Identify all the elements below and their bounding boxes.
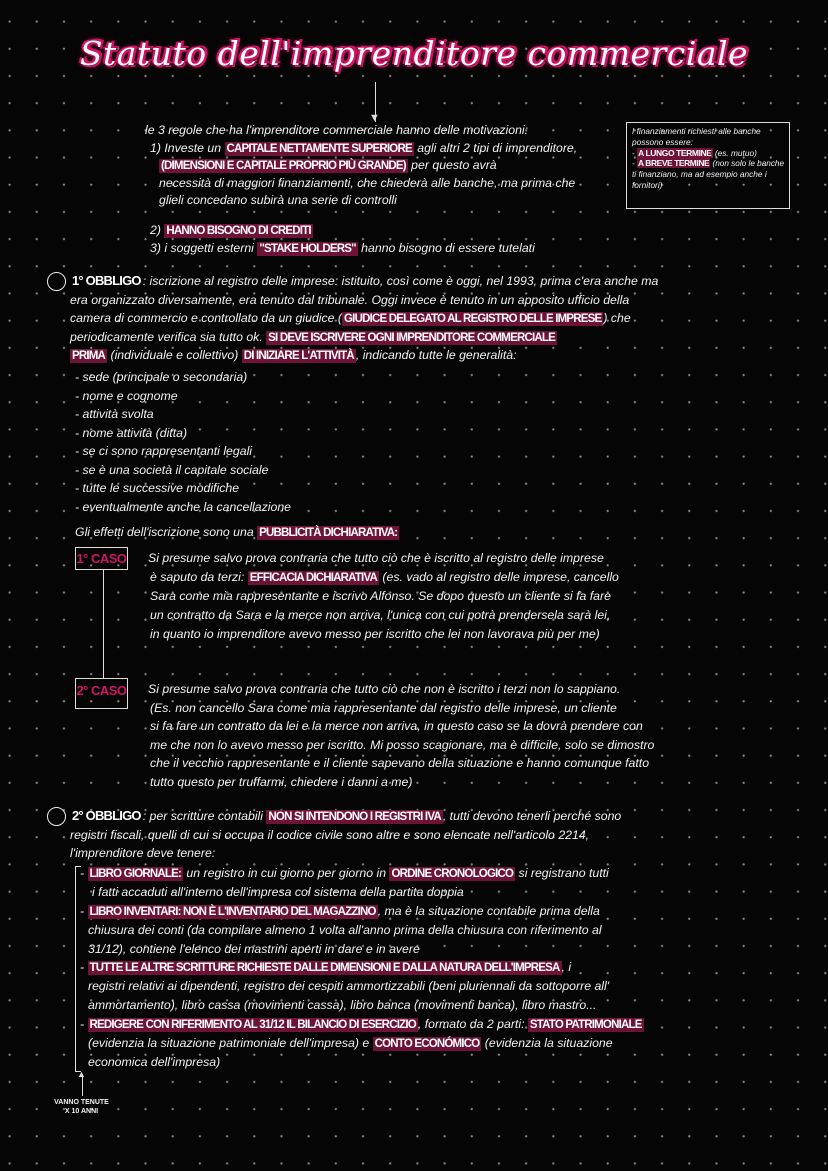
text-line [632,137,786,148]
text-line [70,272,658,291]
text-segment: hanno bisogno di essere tutelati [357,240,535,255]
text-line [632,169,786,180]
text-line [150,140,577,158]
text-segment: ti finanziano, ma ad esempio anche i [632,169,767,180]
text-line [88,1034,644,1053]
connector-line [103,569,104,678]
text-line [159,157,577,175]
caso-2-label: 2° CASO [75,678,128,709]
text-line [80,958,644,977]
effetti-iscrizione [75,523,399,542]
text-segment: un registro in cui giorno per giorno in [183,866,390,880]
text-segment: - [80,960,88,975]
text-line [148,680,654,699]
text-segment: è saputo da terzi: [150,569,248,584]
text-line [75,479,291,498]
text-line [150,222,535,240]
text-line [75,498,291,517]
text-line [70,844,621,863]
text-segment: registri fiscali, quelli di cui si occupa il codice civile sono altre e sono elencate nell'articolo 2214, [70,827,590,842]
text-line [75,368,291,387]
text-segment: 1) Investe un [150,140,225,155]
text-line [70,346,658,365]
text-segment: - eventualmente anche la cancellazione [75,499,292,514]
text-segment: chiusura dei conti (da compilare almeno 1 volta all'anno prima della chiusura con riferimento al [88,922,602,937]
highlighted-text: PRIMA [72,350,106,362]
retention-note: VANNO TENUTE X 10 ANNI [54,1099,109,1115]
highlighted-text: DI INIZIARE L'ATTIVITÀ [243,350,354,362]
text-segment: : per scritture contabili [142,809,267,823]
text-segment: in quanto io imprenditore avevo messo per iscritto che lei non lavorava più per me) [150,626,600,641]
financing-note-text [632,126,786,191]
text-line [632,148,786,159]
text-line [150,717,654,736]
text-segment: necessità di maggiori finanziamenti, che chiederà alle banche, ma prima che [159,175,576,190]
text-line [75,405,291,424]
text-segment: Sara come mia rappresentante e iscrivo Alfonso. Se dopo questo un cliente si fa fare [150,588,611,603]
text-segment: , formato da 2 parti: [417,1017,528,1032]
circle-bullet-icon [47,272,66,291]
text-line [632,158,784,169]
financing-note-box [626,122,790,209]
obbligo-1 [70,272,658,365]
text-segment: periodicamente verifica sia tutto ok. [70,329,267,344]
highlighted-text: ORDINE CRONOLOGICO [391,868,514,880]
highlighted-text: EFFICACIA DICHIARATIVA [249,571,377,584]
text-line [75,523,399,542]
text-segment: - nome attività (ditta) [75,425,188,440]
text-line [70,291,658,310]
highlighted-text: CONTO ECONÓMICO [374,1038,480,1051]
text-segment: , indicando tutte le generalità: [355,348,517,362]
highlighted-text: SI DEVE ISCRIVERE OGNI IMPRENDITORE COMMERCIALE [268,331,555,344]
highlighted-text: NON SI INTENDONO I REGISTRI IVA [268,811,441,823]
text-line [632,180,786,191]
rules-2-3 [150,222,535,257]
highlighted-text: A BREVE TERMINE [638,158,710,169]
obbligo-1-list [75,368,291,516]
text-segment: l'imprenditore deve tenere: [70,846,216,860]
text-line [75,461,291,480]
text-line [88,996,644,1015]
obbligo-heading: 2° OBBLIGO [72,808,141,823]
text-segment: ) che [603,311,631,325]
text-segment: - se è una società il capitale sociale [75,462,269,477]
highlighted-text: LIBRO GIORNALE: [89,868,182,880]
text-segment: fornitori) [632,179,663,190]
text-line [159,175,577,193]
text-segment: si registrano tutti [515,866,609,880]
text-segment: - nome e cognome [75,388,178,403]
text-segment: 31/12), contiene l'elenco dei mastrini aperti in dare e in avere [88,941,420,956]
text-segment: Si presume salvo prova contraria che tutto ciò che è iscritto al registro delle imprese [148,551,604,565]
highlighted-text: REDIGERE CON RIFERIMENTO AL 31/12 IL BILANCIO DI ESERCIZIO [89,1019,416,1032]
text-segment: (evidenzia la situazione patrimoniale dell'impresa) e [88,1036,373,1051]
text-line [70,328,658,347]
intro-rules [145,122,577,210]
text-segment: camera di commercio e controllato da un giudice ( [70,311,343,325]
text-line [75,424,291,443]
text-segment: , ma è la situazione contabile prima della [377,903,600,918]
text-segment: (non solo le banche [710,158,785,169]
text-segment: ammortamento), libro cassa (movimenti cassa), libro banca (movimenti banca), libro mastro... [88,998,597,1013]
text-segment: - [80,903,88,918]
text-line [150,240,535,258]
highlighted-text: HANNO BISOGNO DI CREDITI [166,225,311,237]
page-title: Statuto dell'imprenditore commerciale [79,34,749,73]
obbligo-2 [70,807,621,863]
text-segment: un contratto da Sara e la merce non arriva, l'unica con cui potrà prendersela sarà lei, [150,607,611,622]
text-line [150,754,654,773]
text-segment: era organizzato diversamente, era tenuto dal tribunale. Oggi invece è tenuto in un apposito ufficio della [70,292,630,307]
text-line [70,826,621,845]
text-line [150,773,654,792]
text-line [75,442,291,461]
highlighted-text: LIBRO INVENTARI: NON È L'INVENTARIO DEL MAGAZZINO [89,905,376,918]
text-line [150,568,619,587]
arrow-up-head-icon: ▲ [77,1069,86,1079]
text-segment: 2) [150,223,165,237]
text-segment: glieli concedano subirà una serie di controlli [159,193,397,207]
text-segment: per questo avrà [407,158,497,172]
text-segment: me che non lo avevo messo per iscritto. Mi posso scagionare, ma è difficile, solo se dimostro [150,737,655,752]
text-segment: : iscrizione al registro delle imprese: istituito, così come è oggi, nel 1993, prima c'era anche ma [142,274,659,288]
text-segment: possono essere: [632,136,693,147]
obbligo-2-items [80,864,644,1072]
text-line [150,606,619,625]
text-segment: - tutte le successive modifiche [75,481,240,495]
text-segment: , i [561,960,572,975]
text-segment: I finanziamenti richiesti alle banche [632,126,761,136]
highlighted-text: (DIMENSIONI E CAPITALE PROPRIO PIÙ GRANDE) [161,160,406,172]
text-line [159,192,577,210]
text-line [148,549,619,568]
text-segment: che il vecchio rappresentante e il cliente sapevano della situazione e hanno comunque fatto [150,756,650,770]
highlighted-text: GIUDICE DELEGATO AL REGISTRO DELLE IMPRESE [344,313,602,325]
caso-2-text [148,680,654,791]
highlighted-text: "STAKE HOLDERS" [259,242,356,255]
text-segment: 3) i soggetti esterni [150,240,258,255]
text-segment: i fatti accaduti all'interno dell'impresa col sistema della partita doppia [92,884,464,899]
text-line [150,699,654,718]
text-segment: - attività svolta [75,407,154,421]
text-segment: Si presume salvo prova contraria che tutto ciò che non è iscritto i terzi non lo sappiano. [148,682,621,696]
arrow-up-icon [82,1076,83,1096]
text-segment: le 3 regole che ha l'imprenditore commerciale hanno delle motivazioni: [145,123,529,137]
text-line [150,736,654,755]
circle-bullet-icon [47,807,66,826]
text-line [145,122,577,140]
text-line [150,625,619,644]
text-segment: (evidenzia la situazione [481,1036,613,1051]
text-segment: (individuale e collettivo) [107,348,242,362]
text-segment: tutto questo per truffarmi, chiedere i danni a me) [150,774,413,789]
highlighted-text: CAPITALE NETTAMENTE SUPERIORE [226,142,412,155]
highlighted-text: A LUNGO TERMINE [638,147,712,158]
text-segment: - se ci sono rappresentanti legali [75,444,253,458]
text-line [150,587,619,606]
text-line [70,807,621,826]
text-segment: , tutti devono tenerli perché sono [442,809,622,823]
text-segment: (es. mutuo) [712,147,757,158]
text-line [88,1053,644,1072]
text-line [88,921,644,940]
caso-1-text [148,549,619,643]
text-segment: (Es. non cancello Sara come mia rappresentante dal registro delle imprese, un cliente [150,700,617,715]
text-line [92,883,644,902]
text-line [70,309,658,328]
text-segment: economica dell'impresa) [88,1054,221,1069]
text-segment: - [80,1017,88,1032]
text-line [88,940,644,959]
text-segment: agli altri 2 tipi di imprenditore, [413,140,578,155]
text-line [80,902,644,921]
text-line [80,1015,644,1034]
text-segment: - sede (principale o secondaria) [75,370,248,384]
text-line [88,977,644,996]
text-segment: Gli effetti dell'iscrizione sono una [75,525,258,539]
text-segment: - [80,866,88,880]
highlighted-text: TUTTE LE ALTRE SCRITTURE RICHIESTE DALLE DIMENSIONI E DALLA NATURA DELL'IMPRESA [89,962,560,975]
highlighted-text: STATO PATRIMONIALE [529,1019,642,1032]
text-segment: (es. vado al registro delle imprese, cancello [378,569,619,584]
obbligo-heading: 1° OBBLIGO [72,273,141,288]
arrow-head-icon: ▼ [369,112,380,124]
text-segment: registri relativi ai dipendenti, registro dei cespiti ammortizzabili (beni pluriennali da sottoporre all' [88,979,610,994]
text-line [632,126,786,137]
text-segment: - [632,158,638,169]
text-segment: si fa fare un contratto da lei e la merce non arriva, in questo caso se la dovrà prendere con [150,719,643,733]
text-line [75,387,291,406]
caso-1-label: 1° CASO [75,547,128,570]
text-line [80,864,644,883]
highlighted-text: PUBBLICITÀ DICHIARATIVA: [259,527,398,539]
text-segment: - [632,147,638,158]
